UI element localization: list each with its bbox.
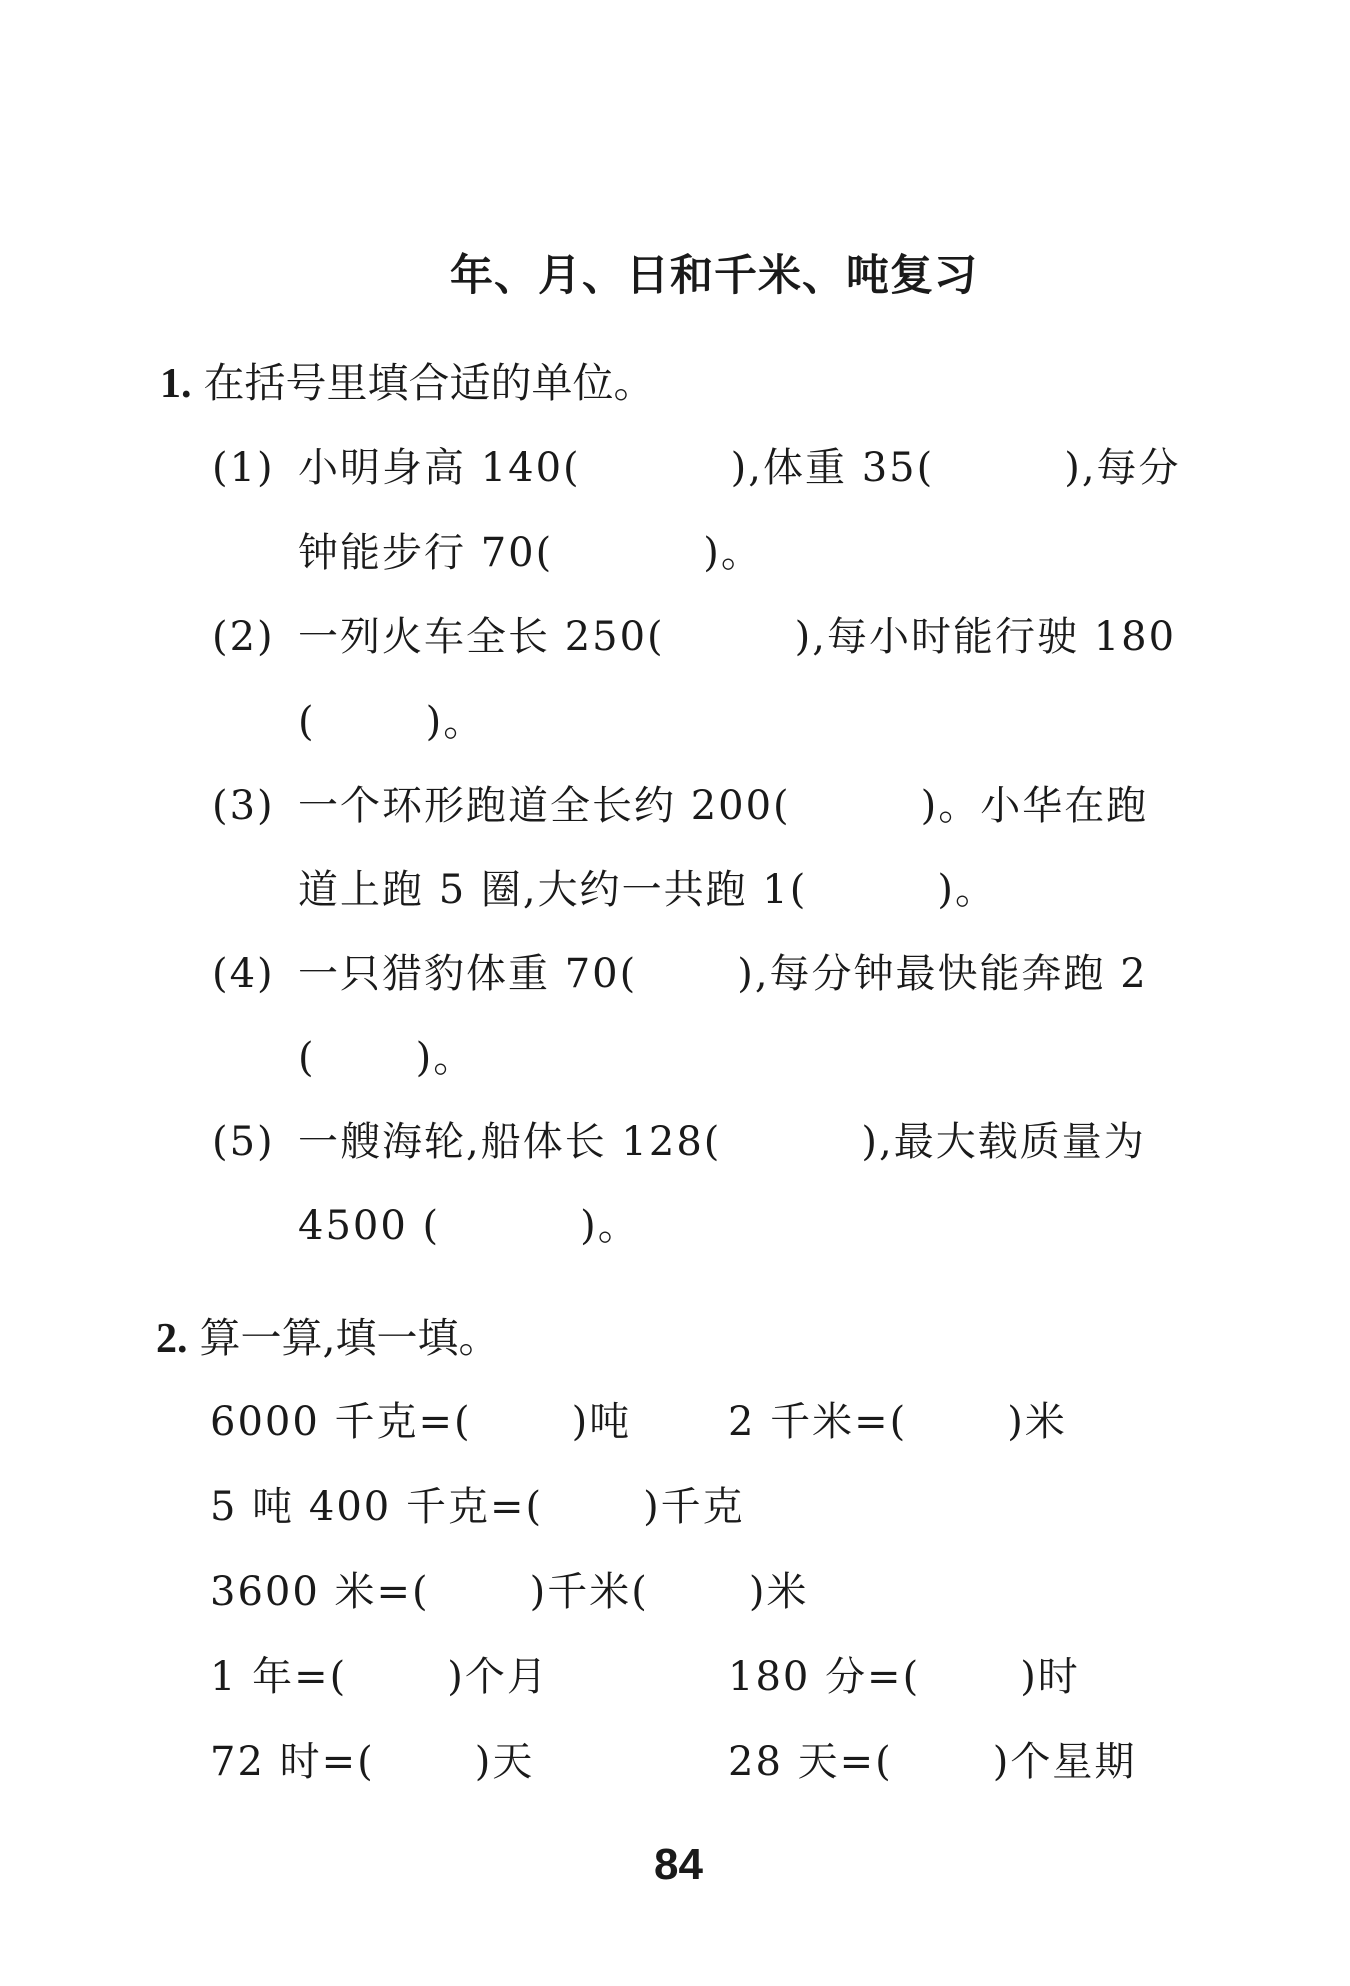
q1-item-5-text-c: 4500 ( bbox=[298, 1203, 441, 1249]
q2-row-1-left bbox=[210, 1390, 631, 1447]
q2-row-5-left bbox=[210, 1730, 534, 1787]
q1-item-2-text-c: ( bbox=[298, 699, 316, 745]
q2-text: )米 bbox=[1007, 1399, 1067, 1445]
q1-item-2-text-a: 一列火车全长 250( bbox=[298, 614, 665, 660]
q2-text: )个月 bbox=[447, 1654, 549, 1700]
q2-row-5-right bbox=[728, 1730, 1136, 1787]
question-1-number: 1. bbox=[160, 361, 192, 407]
q1-item-4-text-a: 一只猎豹体重 70( bbox=[298, 951, 638, 997]
q1-item-1-line-2 bbox=[298, 521, 763, 578]
q1-item-4-text-c: ( bbox=[298, 1035, 316, 1081]
q1-item-2-line-2 bbox=[298, 690, 485, 747]
q1-item-5-label: (5) bbox=[212, 1119, 275, 1165]
q2-text: )个星期 bbox=[992, 1739, 1137, 1785]
q2-row-1-right bbox=[728, 1390, 1067, 1447]
q1-item-2-line-1 bbox=[212, 605, 1176, 662]
q2-text: 1 年=( bbox=[210, 1654, 348, 1700]
q2-text: )吨 bbox=[571, 1399, 632, 1445]
q1-item-3-text-c: 道上跑 5 圈,大约一共跑 1( bbox=[298, 867, 808, 913]
q2-text: )米 bbox=[748, 1569, 809, 1615]
q1-item-3-text-a: 一个环形跑道全长约 200( bbox=[298, 783, 791, 829]
q2-row-4-left bbox=[210, 1645, 549, 1702]
q2-text: 5 吨 400 千克=( bbox=[210, 1484, 544, 1530]
q2-text: )千米( bbox=[529, 1569, 649, 1615]
q1-item-3-text-d: )。 bbox=[937, 867, 997, 913]
q1-item-1-label: (1) bbox=[212, 445, 275, 491]
q2-row-2 bbox=[210, 1475, 745, 1532]
q2-text: )千克 bbox=[643, 1484, 745, 1530]
q2-text: 2 千米=( bbox=[728, 1399, 908, 1445]
q1-item-1-line-1 bbox=[212, 436, 1181, 493]
q2-row-4-right bbox=[728, 1645, 1080, 1702]
q1-item-4-text-d: )。 bbox=[415, 1035, 476, 1081]
question-2-heading bbox=[156, 1305, 500, 1364]
q1-item-4-label: (4) bbox=[212, 951, 275, 997]
q2-text: )时 bbox=[1020, 1654, 1080, 1700]
q1-item-1-text-b: ),体重 35( bbox=[730, 445, 935, 491]
q1-item-1-text-a: 小明身高 140( bbox=[298, 445, 581, 491]
q1-item-2-label: (2) bbox=[212, 614, 275, 660]
question-2-number: 2. bbox=[156, 1316, 188, 1362]
q2-text: )天 bbox=[474, 1739, 535, 1785]
question-1-heading bbox=[160, 350, 655, 409]
q1-item-4-line-2 bbox=[298, 1026, 475, 1083]
q2-text: 180 分=( bbox=[728, 1654, 921, 1700]
q2-text: 6000 千克=( bbox=[210, 1399, 472, 1445]
q1-item-1-text-c: ),每分 bbox=[1064, 445, 1181, 491]
q1-item-5-line-2 bbox=[298, 1194, 640, 1251]
q1-item-5-text-d: )。 bbox=[580, 1203, 640, 1249]
q1-item-1-text-e: )。 bbox=[703, 530, 763, 576]
q1-item-1-text-d: 钟能步行 70( bbox=[298, 530, 554, 576]
q1-item-5-text-b: ),最大载质量为 bbox=[861, 1119, 1146, 1165]
q2-text: 3600 米=( bbox=[210, 1569, 430, 1615]
q1-item-3-text-b: )。小华在跑 bbox=[920, 783, 1149, 829]
page-number: 84 bbox=[654, 1840, 703, 1889]
q2-text: 72 时=( bbox=[210, 1739, 375, 1785]
q1-item-5-text-a: 一艘海轮,船体长 128( bbox=[298, 1119, 722, 1165]
question-1-prompt: 在括号里填合适的单位。 bbox=[203, 359, 655, 407]
q1-item-5-line-1 bbox=[212, 1110, 1146, 1167]
q1-item-3-line-1 bbox=[212, 774, 1148, 831]
q1-item-4-text-b: ),每分钟最快能奔跑 2 bbox=[737, 951, 1148, 997]
q1-item-3-line-2 bbox=[298, 858, 997, 915]
q1-item-2-text-b: ),每小时能行驶 180 bbox=[794, 614, 1177, 660]
question-2-prompt: 算一算,填一填。 bbox=[199, 1314, 500, 1362]
q1-item-2-text-d: )。 bbox=[425, 699, 486, 745]
q1-item-3-label: (3) bbox=[212, 783, 275, 829]
q2-text: 28 天=( bbox=[728, 1739, 893, 1785]
page-title: 年、月、日和千米、吨复习 bbox=[450, 251, 978, 301]
q2-row-3 bbox=[210, 1560, 808, 1617]
q1-item-4-line-1 bbox=[212, 942, 1148, 999]
